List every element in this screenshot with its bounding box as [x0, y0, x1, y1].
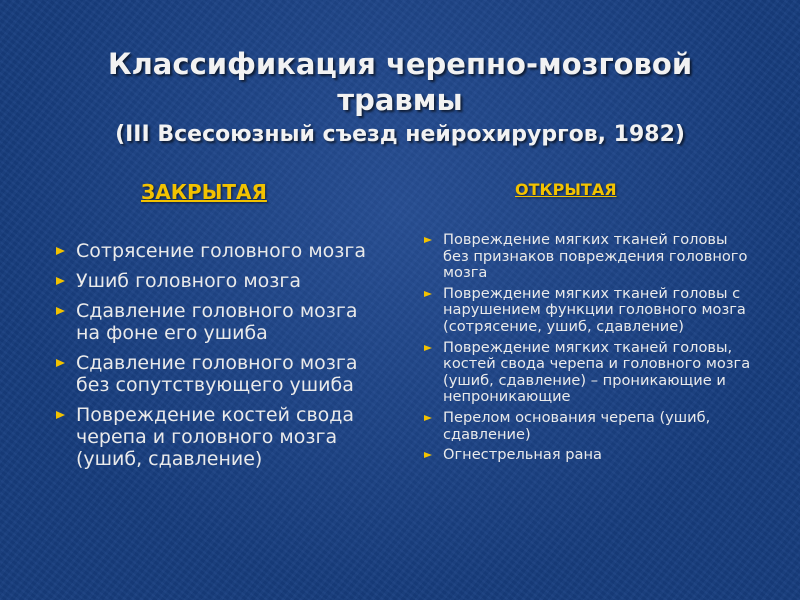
title-line-1: Классификация черепно-мозговой — [107, 47, 693, 81]
closed-heading: ЗАКРЫТАЯ — [141, 180, 267, 204]
triangle-bullet-icon — [56, 247, 65, 255]
triangle-bullet-icon — [424, 345, 432, 351]
triangle-bullet-icon — [56, 359, 65, 367]
open-item-text: Повреждение мягких тканей головы, костей свода черепа и головного мозга (ушиб, сдавление) – проникающие и непроникающие — [443, 338, 751, 406]
open-list-item — [424, 340, 754, 406]
open-list-item — [424, 447, 754, 464]
open-item-text: Повреждение мягких тканей головы с нарушением функции головного мозга (сотрясение, ушиб, сдавление) — [443, 284, 746, 335]
open-heading: ОТКРЫТАЯ — [515, 180, 617, 199]
title-line-2: травмы — [337, 83, 463, 117]
title-subtitle: (III Всесоюзный съезд нейрохирургов, 1982) — [115, 122, 685, 147]
triangle-bullet-icon — [56, 307, 65, 315]
open-list-item — [424, 232, 754, 282]
open-list-item — [424, 410, 754, 443]
triangle-bullet-icon — [56, 411, 65, 419]
open-item-text: Перелом основания черепа (ушиб, сдавление) — [443, 408, 711, 443]
closed-item-text: Сдавление головного мозга без сопутствующего ушиба — [76, 352, 358, 396]
closed-list-item — [56, 352, 386, 396]
closed-item-text: Повреждение костей свода черепа и головного мозга (ушиб, сдавление) — [76, 404, 355, 470]
triangle-bullet-icon — [56, 277, 65, 285]
closed-list — [56, 240, 386, 478]
open-list-item — [424, 286, 754, 336]
closed-item-text: Ушиб головного мозга — [76, 270, 302, 292]
triangle-bullet-icon — [424, 415, 432, 421]
closed-list-item — [56, 240, 386, 262]
closed-list-item — [56, 404, 386, 470]
triangle-bullet-icon — [424, 237, 432, 243]
closed-item-text: Сдавление головного мозга на фоне его ушиба — [76, 300, 358, 344]
open-item-text: Повреждение мягких тканей головы без признаков повреждения головного мозга — [443, 231, 748, 282]
triangle-bullet-icon — [424, 452, 432, 458]
open-item-text: Огнестрельная рана — [443, 446, 602, 464]
open-list — [424, 232, 754, 468]
closed-item-text: Сотрясение головного мозга — [76, 240, 367, 262]
triangle-bullet-icon — [424, 291, 432, 297]
slide-title — [40, 46, 760, 150]
closed-list-item — [56, 270, 386, 292]
closed-list-item — [56, 300, 386, 344]
